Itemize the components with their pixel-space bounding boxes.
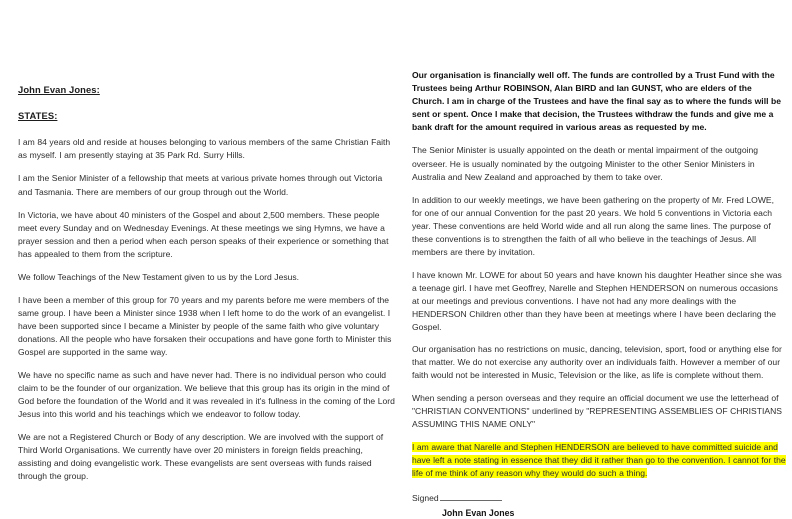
left-paragraph-5: I have been a member of this group for 70 years and my parents before me were members of the same group. I have been a Minister since 1938 when I left home to do the work of an evangelist. I have been supported since I became a Minister by people of the same faith who give voluntary donations. All the people who have forsaken their occupations and have gone forth to Minister this Gospel are supported in the same way. (18, 294, 392, 357)
left-paragraph-6: We have no specific name as such and have never had. There is no individual person who could claim to be the founder of our organization. We believe that this group has its origin in the mind of God before the foundation of the World and it was revealed in it's fullness in the coming of the Lord Jesus into this world and his teachings which we endeavor to follow today. (18, 370, 395, 420)
right-paragraph-bold: Our organisation is financially well off. The funds are controlled by a Trust Fund with the Trustees being Arthur ROBINSON, Alan BIRD and Ian GUNST, who are elders of the Church. I am in charge of the Trustees and have the final say as to where the funds will be sent or spent. Once I make that decision, the Trustees withdraw the funds and give me a bank draft for the amount required in various areas as requested by me. (412, 70, 781, 133)
left-column (18, 84, 396, 493)
right-column (412, 69, 786, 519)
signatory-name: John Evan Jones (442, 507, 515, 518)
right-paragraph-1: The Senior Minister is usually appointed on the death or mental impairment of the outgoing overseer. He is usually nominated by the outgoing Minister to the other Senior Ministers in Australia and New Zealand and approached by them to take over. (412, 145, 759, 182)
signature-rule (440, 492, 502, 501)
signed-line (412, 492, 786, 504)
left-paragraph-7: We are not a Registered Church or Body of any description. We are involved with the support of Third World Organisations. We currently have over 20 ministers in foreign fields preaching, assisting and doing evangelistic work. These evangelists are sent overseas with funds raised through the group. (18, 432, 384, 482)
left-paragraph-1: I am 84 years old and reside at houses belonging to various members of the same Christian Faith as myself. I am presently staying at 35 Park Rd. Surry Hills. (18, 137, 391, 161)
signed-label: Signed (412, 492, 439, 503)
left-paragraph-2: I am the Senior Minister of a fellowship that meets at various private homes through out Victoria and Tasmania. There are members of our group through out the World. (18, 173, 383, 197)
right-paragraph-3: I have known Mr. LOWE for about 50 years and have known his daughter Heather since she was a teenage girl. I have met Geoffrey, Narelle and Stephen HENDERSON on numerous occasions at our meetings and previous conventions. I have not had any more dealings with the HENDERSON Children other than they have been at meetings where I have been declaring the Gospel. (412, 269, 782, 333)
yellow-highlight: I am aware that Narelle and Stephen HENDERSON are believed to have committed suicide and have left a note stating in essence that they did it rather than go to the convention. I cannot for the life of me think of any reason why they would do such a thing. (412, 442, 786, 479)
signature-block (412, 492, 786, 519)
left-paragraph-3: In Victoria, we have about 40 ministers of the Gospel and about 2,500 members. These people meet every Sunday and on Wednesday Evenings. At these meetings we sing Hymns, we have a prayer session and then a period when each person speaks of their experience or something that has appealed to them from the scripture. (18, 209, 389, 259)
right-paragraph-5: When sending a person overseas and they require an official document we use the letterhead of "CHRISTIAN CONVENTIONS" underlined by "REPRESENTING ASSEMBLIES OF CHRISTIANS ASSUMING THIS NAME ONLY" (412, 393, 782, 430)
highlighted-statement (412, 441, 786, 480)
statement-subtitle: STATES: (18, 109, 58, 121)
left-paragraph-4: We follow Teachings of the New Testament given to us by the Lord Jesus. (18, 271, 300, 282)
right-paragraph-2: In addition to our weekly meetings, we have been gathering on the property of Mr. Fred LOWE, for one of our annual Convention for the past 20 years. We hold 5 conventions in Victoria each year. These conventions are held World wide and all run along the same lines. The purpose of these conventions is to strengthen the faith of all who believe in the teachings of Jesus. All members are there by invitation. (412, 194, 775, 257)
page-title: John Evan Jones: (18, 84, 100, 95)
right-paragraph-4: Our organisation has no restrictions on music, dancing, television, sport, food or anything else for that matter. We do not exercise any authority over an individuals faith. However a member of our faith would not be interested in Music, Television or the like, as life is complete without them. (412, 344, 782, 381)
